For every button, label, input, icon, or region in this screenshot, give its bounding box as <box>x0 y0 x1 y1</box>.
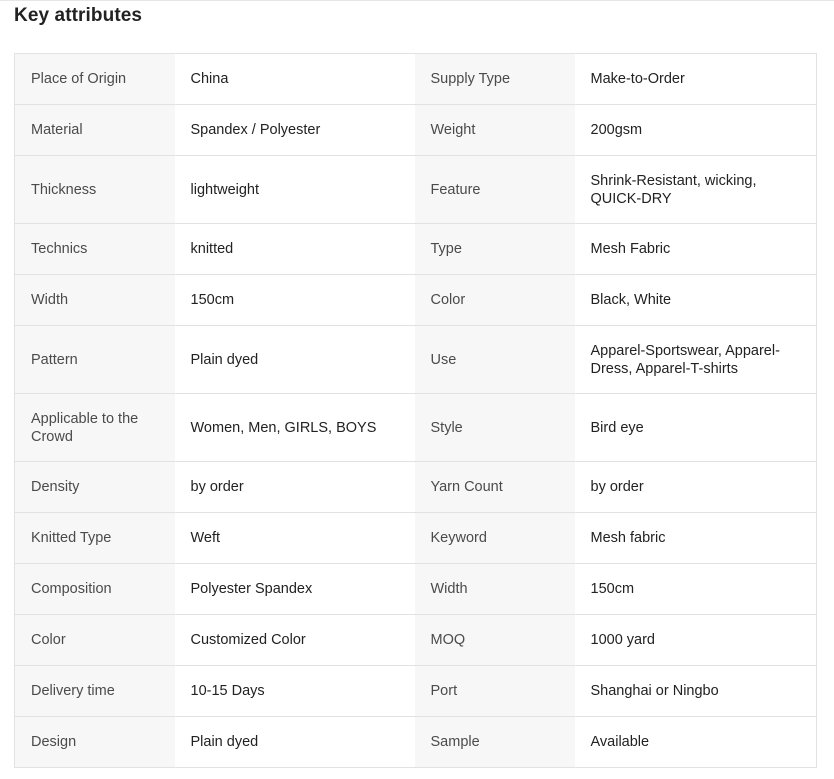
attribute-value: Customized Color <box>175 615 415 666</box>
attributes-table <box>14 53 817 768</box>
attribute-label: Delivery time <box>15 666 175 717</box>
section-title: Key attributes <box>14 5 143 26</box>
attribute-value: by order <box>575 462 817 513</box>
table-row <box>15 717 817 768</box>
attribute-value: Plain dyed <box>175 717 415 768</box>
table-row <box>15 513 817 564</box>
attribute-value: by order <box>175 462 415 513</box>
attribute-label: Width <box>15 275 175 326</box>
attribute-label: Port <box>415 666 575 717</box>
attribute-label: Color <box>15 615 175 666</box>
attribute-label: Applicable to the Crowd <box>15 394 175 462</box>
attribute-value: 200gsm <box>575 105 817 156</box>
table-row <box>15 615 817 666</box>
attribute-value: Weft <box>175 513 415 564</box>
attribute-label: Place of Origin <box>15 54 175 105</box>
attribute-value: Spandex / Polyester <box>175 105 415 156</box>
attribute-label: Thickness <box>15 156 175 224</box>
attribute-value: Black, White <box>575 275 817 326</box>
attribute-label: MOQ <box>415 615 575 666</box>
attribute-label: Design <box>15 717 175 768</box>
attribute-label: Weight <box>415 105 575 156</box>
table-row <box>15 394 817 462</box>
attribute-value: Shrink-Resistant, wicking, QUICK-DRY <box>575 156 817 224</box>
attribute-value: 150cm <box>575 564 817 615</box>
attribute-value: Bird eye <box>575 394 817 462</box>
table-row <box>15 54 817 105</box>
table-row <box>15 666 817 717</box>
table-row <box>15 105 817 156</box>
attribute-label: Density <box>15 462 175 513</box>
attribute-value: 1000 yard <box>575 615 817 666</box>
attribute-label: Composition <box>15 564 175 615</box>
attribute-value: Make-to-Order <box>575 54 817 105</box>
attribute-value: Apparel-Sportswear, Apparel-Dress, Apparel-T-shirts <box>575 326 817 394</box>
table-row <box>15 275 817 326</box>
attribute-label: Supply Type <box>415 54 575 105</box>
attribute-label: Type <box>415 224 575 275</box>
table-row <box>15 224 817 275</box>
table-row <box>15 156 817 224</box>
attribute-label: Keyword <box>415 513 575 564</box>
attribute-value: 150cm <box>175 275 415 326</box>
attribute-label: Pattern <box>15 326 175 394</box>
attribute-value: Women, Men, GIRLS, BOYS <box>175 394 415 462</box>
attribute-label: Width <box>415 564 575 615</box>
attribute-label: Sample <box>415 717 575 768</box>
attribute-label: Knitted Type <box>15 513 175 564</box>
attribute-value: Mesh Fabric <box>575 224 817 275</box>
attribute-value: knitted <box>175 224 415 275</box>
attribute-label: Feature <box>415 156 575 224</box>
attribute-label: Yarn Count <box>415 462 575 513</box>
attribute-label: Color <box>415 275 575 326</box>
table-row <box>15 326 817 394</box>
attribute-label: Material <box>15 105 175 156</box>
table-row <box>15 462 817 513</box>
attribute-value: Plain dyed <box>175 326 415 394</box>
attribute-value: lightweight <box>175 156 415 224</box>
attribute-label: Technics <box>15 224 175 275</box>
table-row <box>15 564 817 615</box>
attribute-label: Style <box>415 394 575 462</box>
attribute-value: 10-15 Days <box>175 666 415 717</box>
attribute-value: Polyester Spandex <box>175 564 415 615</box>
attribute-value: Available <box>575 717 817 768</box>
attribute-label: Use <box>415 326 575 394</box>
attribute-value: Mesh fabric <box>575 513 817 564</box>
attribute-value: China <box>175 54 415 105</box>
attribute-value: Shanghai or Ningbo <box>575 666 817 717</box>
